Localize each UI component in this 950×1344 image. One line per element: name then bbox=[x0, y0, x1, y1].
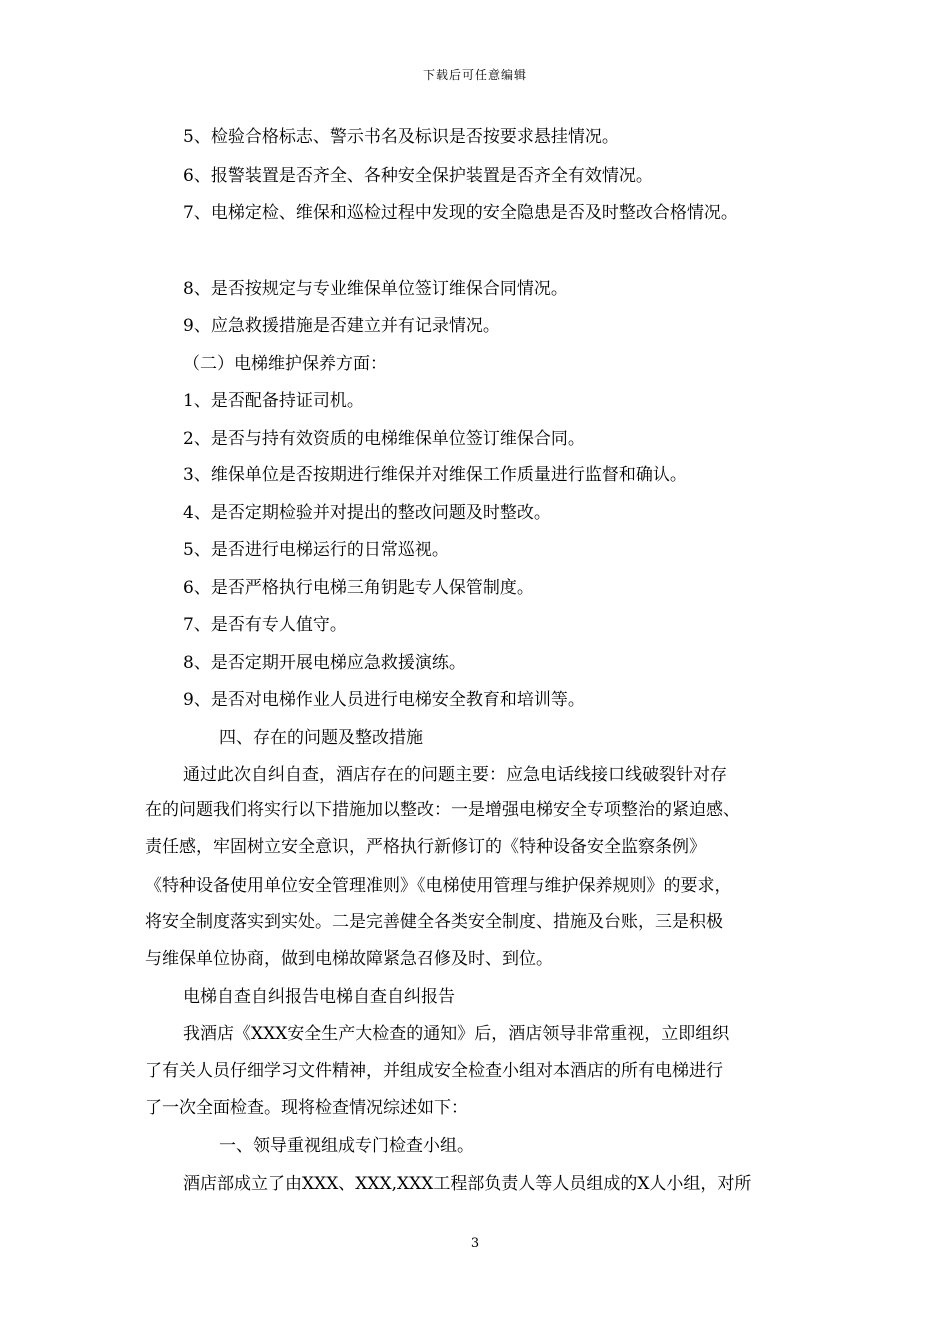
text-line: 7、是否有专人值守。 bbox=[183, 615, 347, 635]
text-line: 1、是否配备持证司机。 bbox=[183, 391, 364, 411]
page-number: 3 bbox=[470, 1236, 480, 1251]
paragraph-line: 责任感，牢固树立安全意识，严格执行新修订的《特种设备安全监察条例》 bbox=[145, 837, 706, 857]
paragraph-line: 酒店部成立了由XXX、XXX,XXX工程部负责人等人员组成的X人小组，对所 bbox=[183, 1174, 752, 1194]
paragraph-line: 与维保单位协商，做到电梯故障紧急召修及时、到位。 bbox=[145, 949, 553, 969]
paragraph-line: 通过此次自纠自查，酒店存在的问题主要：应急电话线接口线破裂针对存 bbox=[183, 765, 727, 785]
section-heading: 四、存在的问题及整改措施 bbox=[219, 728, 423, 748]
section-heading: 一、领导重视组成专门检查小组。 bbox=[219, 1136, 474, 1156]
text-line: 3、维保单位是否按期进行维保并对维保工作质量进行监督和确认。 bbox=[183, 465, 687, 485]
text-line: 5、是否进行电梯运行的日常巡视。 bbox=[183, 540, 449, 560]
text-line: 6、报警装置是否齐全、各种安全保护装置是否齐全有效情况。 bbox=[183, 166, 653, 186]
section-heading: （二）电梯维护保养方面： bbox=[183, 354, 387, 374]
paragraph-line: 在的问题我们将实行以下措施加以整改：一是增强电梯安全专项整治的紧迫感、 bbox=[145, 800, 740, 820]
text-line: 8、是否按规定与专业维保单位签订维保合同情况。 bbox=[183, 279, 568, 299]
text-line: 2、是否与持有效资质的电梯维保单位签订维保合同。 bbox=[183, 429, 585, 449]
paragraph-line: 将安全制度落实到实处。二是完善健全各类安全制度、措施及台账，三是积极 bbox=[145, 912, 723, 932]
text-line: 4、是否定期检验并对提出的整改问题及时整改。 bbox=[183, 503, 551, 523]
paragraph-line: 《特种设备使用单位安全管理准则》《电梯使用管理与维护保养规则》的要求， bbox=[145, 876, 732, 896]
text-line: 9、是否对电梯作业人员进行电梯安全教育和培训等。 bbox=[183, 690, 585, 710]
page-header: 下载后可任意编辑 bbox=[422, 68, 527, 82]
text-line: 6、是否严格执行电梯三角钥匙专人保管制度。 bbox=[183, 578, 534, 598]
paragraph-line: 了一次全面检查。现将检查情况综述如下： bbox=[145, 1098, 468, 1118]
text-line: 8、是否定期开展电梯应急救援演练。 bbox=[183, 653, 466, 673]
text-line: 7、电梯定检、维保和巡检过程中发现的安全隐患是否及时整改合格情况。 bbox=[183, 203, 738, 223]
text-line: 5、检验合格标志、警示书名及标识是否按要求悬挂情况。 bbox=[183, 127, 619, 147]
report-title: 电梯自查自纠报告电梯自查自纠报告 bbox=[183, 987, 455, 1007]
paragraph-line: 了有关人员仔细学习文件精神，并组成安全检查小组对本酒店的所有电梯进行 bbox=[145, 1061, 723, 1081]
paragraph-line: 我酒店《XXX安全生产大检查的通知》后，酒店领导非常重视，立即组织 bbox=[183, 1024, 730, 1044]
text-line: 9、应急救援措施是否建立并有记录情况。 bbox=[183, 316, 500, 336]
